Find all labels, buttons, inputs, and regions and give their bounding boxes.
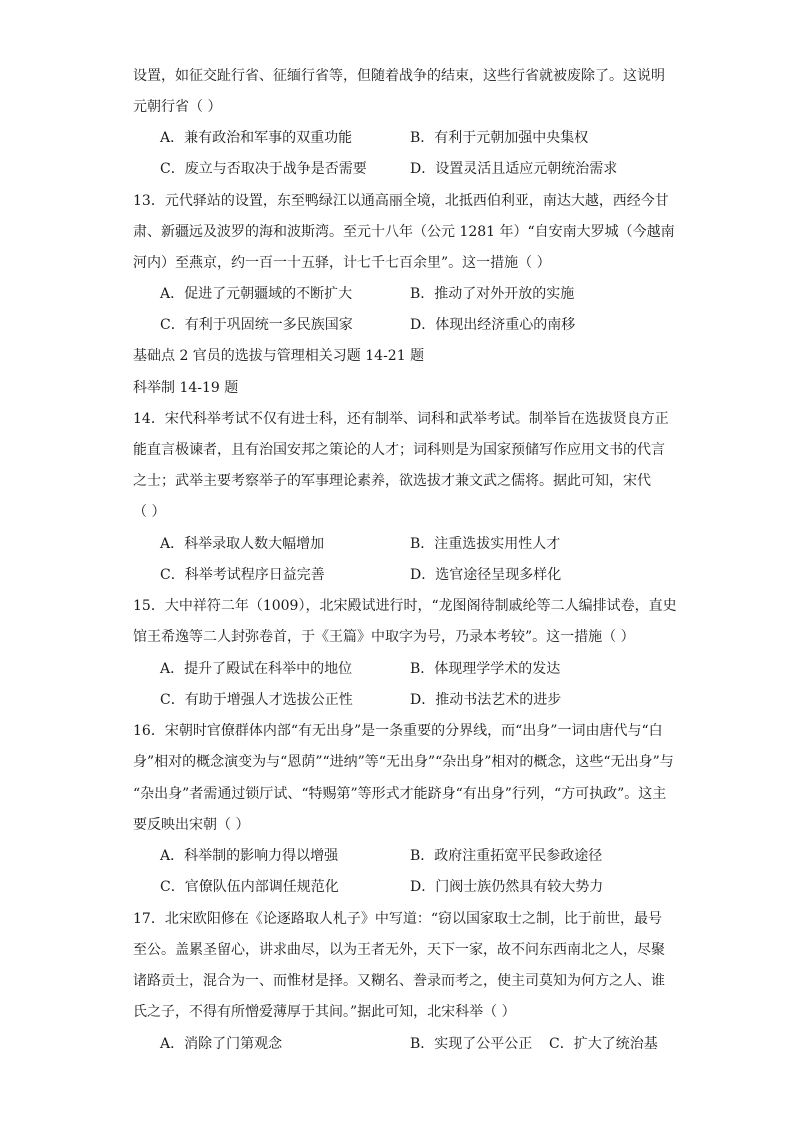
question-text-line: 之士；武举主要考察举子的军事理论素养，欲选拔才兼文武之儒将。据此可知，宋代	[133, 473, 651, 489]
question-text-line: 氏之子，不得有所憎爱薄厚于其间。”据此可知，北宋科举（ ）	[133, 1004, 516, 1020]
option-b[interactable]: B．有利于元朝加强中央集权	[410, 130, 589, 146]
option-d[interactable]: D．选官途径呈现多样化	[410, 567, 562, 583]
option-c[interactable]: C．科举考试程序日益完善	[160, 567, 325, 583]
question-text-line: 17．北宋欧阳修在《论逐路取人札子》中写道：“窃以国家取士之制，比于前世，最号	[133, 911, 662, 927]
question-text-line: 身”相对的概念演变为与“恩荫”“进纳”等“无出身”“杂出身”相对的概念，这些“无出身”与	[133, 754, 674, 770]
option-a[interactable]: A．科举制的影响力得以增强	[160, 848, 339, 864]
option-d[interactable]: D．推动书法艺术的进步	[410, 692, 562, 708]
question-text-line: 13．元代驿站的设置，东至鸭绿江以通高丽全境，北抵西伯利亚，南达大越，西经今甘	[133, 193, 669, 209]
section-subheading: 科举制 14-19 题	[133, 380, 239, 396]
question-text-line: 元朝行省（ ）	[133, 99, 222, 115]
option-b[interactable]: B．实现了公平公正	[410, 1036, 533, 1052]
option-d[interactable]: D．设置灵活且适应元朝统治需求	[410, 161, 618, 177]
option-a[interactable]: A．兼有政治和军事的双重功能	[160, 130, 353, 146]
question-text-line: 能直言极谏者，且有治国安邦之策论的人才；词科则是为国家预储写作应用文书的代言	[133, 442, 665, 458]
question-text-line: 设置，如征交趾行省、征缅行省等，但随着战争的结束，这些行省就被废除了。这说明	[133, 68, 665, 84]
question-text-line: 河内）至燕京，约一百一十五驿，计七千七百余里”。这一措施（ ）	[133, 255, 551, 271]
section-heading: 基础点 2 官员的选拔与管理相关习题 14-21 题	[133, 348, 425, 364]
question-text-line: 要反映出宋朝（ ）	[133, 817, 250, 833]
option-a[interactable]: A．提升了殿试在科举中的地位	[160, 661, 353, 677]
option-c[interactable]: C．废立与否取决于战争是否需要	[160, 161, 367, 177]
option-b[interactable]: B．政府注重拓宽平民参政途径	[410, 848, 603, 864]
question-text-line: 14．宋代科举考试不仅有进士科，还有制举、词科和武举考试。制举旨在选拔贤良方正	[133, 411, 669, 427]
option-a[interactable]: A．消除了门第观念	[160, 1036, 283, 1052]
question-text-line: （ ）	[133, 504, 166, 520]
question-text-line: 15．大中祥符二年（1009），北宋殿试进行时，“龙图阁待制戚纶等二人编排试卷，直史	[133, 598, 677, 614]
option-c[interactable]: C．官僚队伍内部调任规范化	[160, 879, 339, 895]
question-text-line: “杂出身”者需通过锁厅试、“特赐第”等形式才能跻身“有出身”行列，“方可执政”。这主	[133, 786, 667, 802]
option-d[interactable]: D．门阀士族仍然具有较大势力	[410, 879, 604, 895]
option-c[interactable]: C．有利于巩固统一多民族国家	[160, 317, 353, 333]
question-text-line: 诸路贡士，混合为一、而惟材是择。又糊名、誊录而考之，使主司莫知为何方之人、谁	[133, 973, 665, 989]
question-text-line: 16．宋朝时官僚群体内部“有无出身”是一条重要的分界线，而“出身”一词由唐代与“白	[133, 723, 663, 739]
option-c[interactable]: C．有助于增强人才选拔公正性	[160, 692, 353, 708]
question-text-line: 至公。盖累圣留心，讲求曲尽，以为王者无外，天下一家，故不问东西南北之人，尽聚	[133, 942, 665, 958]
option-b[interactable]: B．体现理学学术的发达	[410, 661, 561, 677]
option-b[interactable]: B．注重选拔实用性人才	[410, 536, 561, 552]
option-a[interactable]: A．科举录取人数大幅增加	[160, 536, 325, 552]
option-b[interactable]: B．推动了对外开放的实施	[410, 286, 575, 302]
option-d[interactable]: D．体现出经济重心的南移	[410, 317, 576, 333]
option-c[interactable]: C．扩大了统治基	[549, 1036, 658, 1052]
question-text-line: 肃、新疆远及波罗的海和波斯湾。至元十八年（公元 1281 年）“自安南大罗城（今越南	[133, 224, 675, 240]
option-a[interactable]: A．促进了元朝疆域的不断扩大	[160, 286, 353, 302]
question-text-line: 馆王希逸等二人封弥卷首，于《王篇》中取字为号，乃录本考较”。这一措施（ ）	[133, 629, 635, 645]
